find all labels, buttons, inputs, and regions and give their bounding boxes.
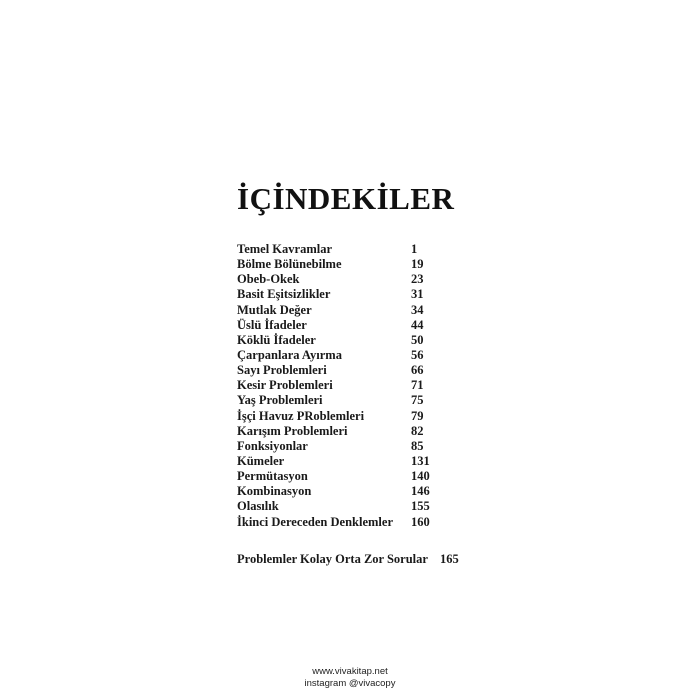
toc-entry-page: 79	[411, 408, 424, 423]
toc-entry	[237, 454, 430, 469]
toc-entry-title: Yaş Problemleri	[237, 393, 323, 408]
toc-entry-title: Obeb-Okek	[237, 272, 300, 287]
toc-entry-page: 66	[411, 363, 424, 378]
toc-entry-page: 160	[411, 514, 430, 529]
toc-entry	[237, 393, 430, 408]
toc-entry-title: Çarpanlara Ayırma	[237, 347, 342, 362]
toc-extra-title: Problemler Kolay Orta Zor Sorular	[237, 552, 428, 566]
table-of-contents	[237, 242, 430, 530]
toc-entry-title: Bölme Bölünebilme	[237, 257, 342, 272]
toc-entry-page: 75	[411, 393, 424, 408]
toc-entry	[237, 469, 430, 484]
toc-entry-title: İkinci Dereceden Denklemler	[237, 514, 393, 529]
toc-entry	[237, 363, 430, 378]
toc-entry	[237, 439, 430, 454]
toc-entry-page: 140	[411, 469, 430, 484]
toc-entry-title: Mutlak Değer	[237, 302, 312, 317]
toc-entry-title: Karışım Problemleri	[237, 423, 348, 438]
toc-entry	[237, 499, 430, 514]
toc-entry	[237, 424, 430, 439]
toc-entry-page: 155	[411, 499, 430, 514]
toc-entry-title: Köklü İfadeler	[237, 332, 316, 347]
toc-entry-title: Basit Eşitsizlikler	[237, 287, 331, 302]
toc-entry-page: 71	[411, 378, 424, 393]
toc-extra-page: 165	[439, 552, 459, 566]
toc-entry	[237, 515, 430, 530]
toc-entry	[237, 409, 430, 424]
toc-entry-title: Temel Kavramlar	[237, 242, 333, 256]
toc-entry-page: 19	[411, 257, 424, 272]
toc-entry-title: Fonksiyonlar	[237, 438, 308, 453]
toc-entry	[237, 287, 430, 302]
toc-entry-title: Kombinasyon	[237, 484, 312, 499]
footer-website: www.vivakitap.net	[312, 666, 388, 677]
toc-entry-page: 131	[411, 453, 430, 468]
toc-entry-page: 82	[411, 423, 424, 438]
toc-entry-page: 34	[411, 302, 424, 317]
toc-entry-title: Kümeler	[237, 453, 285, 468]
toc-entry	[237, 484, 430, 499]
page-title: İÇİNDEKİLER	[237, 181, 455, 216]
toc-entry-title: Kesir Problemleri	[237, 378, 333, 393]
toc-entry-title: İşçi Havuz PRoblemleri	[237, 408, 365, 423]
page-footer	[0, 666, 700, 689]
toc-entry-page: 44	[411, 317, 424, 332]
toc-entry-title: Permütasyon	[237, 469, 308, 484]
toc-extra-entry	[237, 551, 459, 567]
toc-entry-page: 146	[411, 484, 430, 499]
toc-entry	[237, 348, 430, 363]
footer-instagram: instagram @vivacopy	[304, 677, 396, 689]
toc-entry-page: 23	[411, 272, 424, 287]
toc-entry-title: Üslü İfadeler	[237, 317, 307, 332]
toc-entry	[237, 242, 430, 257]
toc-entry-title: Sayı Problemleri	[237, 363, 327, 378]
toc-entry-page: 31	[411, 287, 424, 302]
toc-entry	[237, 272, 430, 287]
toc-entry	[237, 257, 430, 272]
toc-entry	[237, 318, 430, 333]
toc-entry-title: Olasılık	[237, 499, 279, 514]
toc-entry-page: 56	[411, 347, 424, 362]
toc-entry-page: 50	[411, 332, 424, 347]
toc-entry-page: 1	[411, 242, 418, 256]
toc-entry	[237, 378, 430, 393]
toc-entry	[237, 303, 430, 318]
toc-entry	[237, 333, 430, 348]
toc-entry-page: 85	[411, 438, 424, 453]
